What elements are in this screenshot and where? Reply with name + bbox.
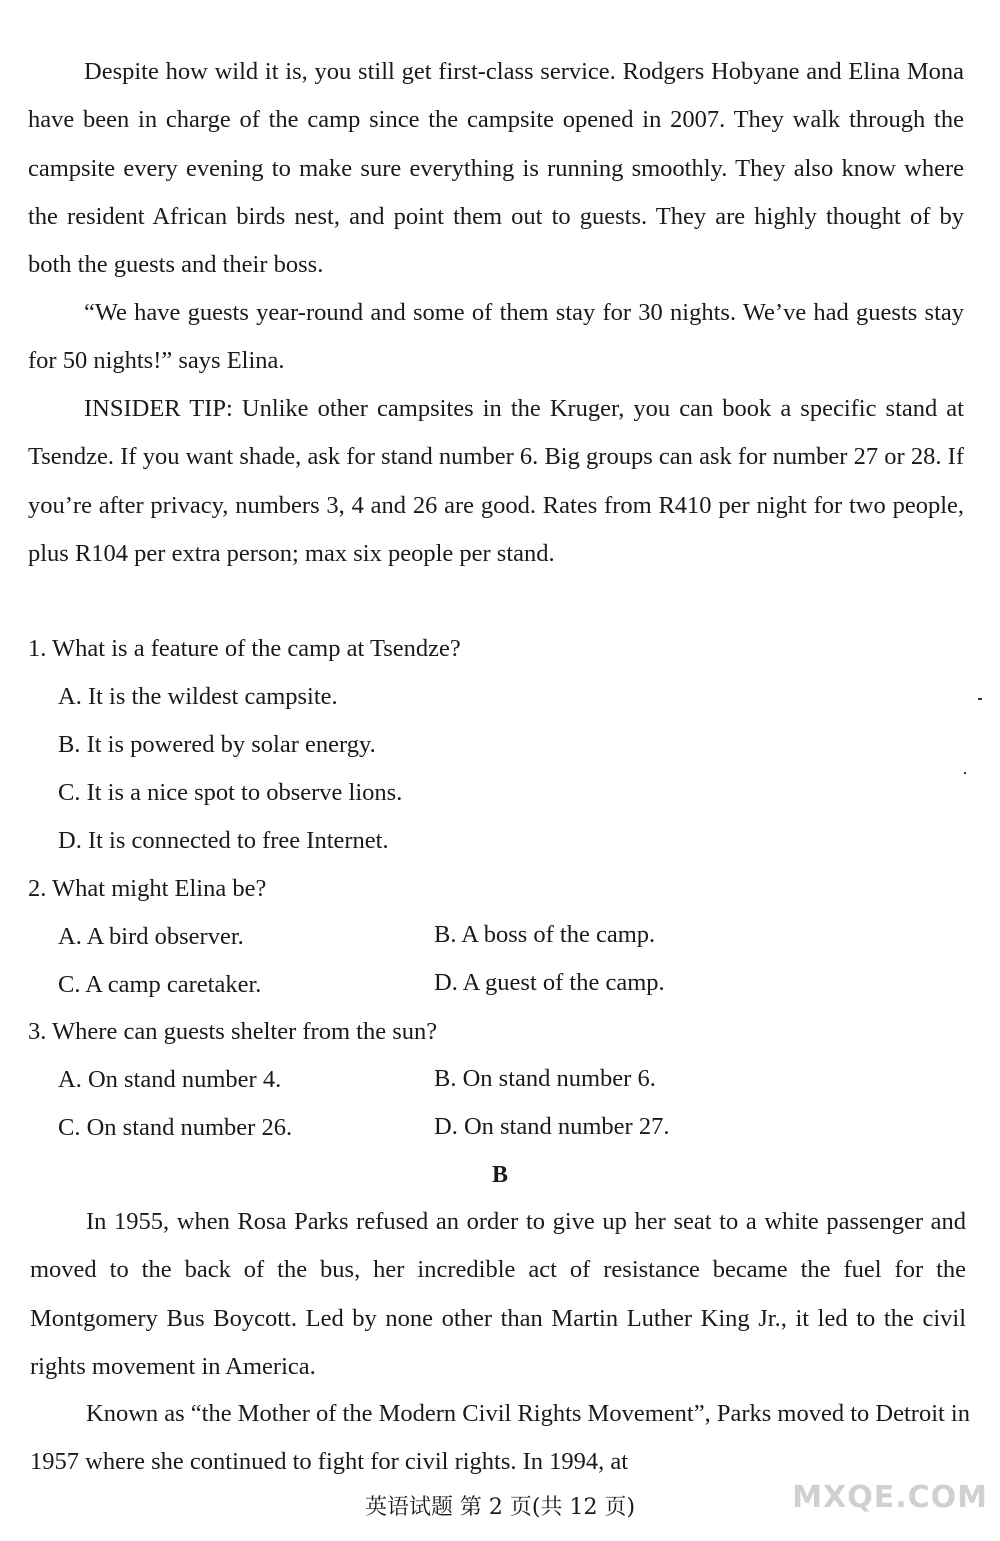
passage-a-paragraph-3: INSIDER TIP: Unlike other campsites in the Kruger, you can book a specific stand at Tsendze. If you want shade, ask for stand number 6. Big groups can ask for number 27 or 28. If you’re after privacy, numbers 3, 4 and 26 are good. Rates from R410 per night for two people, plus R104 per extra person; max six people per stand.: [28, 395, 964, 567]
scan-speck: [978, 698, 982, 700]
question-1-option-c: C. It is a nice spot to observe lions.: [58, 779, 403, 806]
question-1-option-b: B. It is powered by solar energy.: [58, 731, 376, 758]
question-2-option-a: A. A bird observer.: [58, 923, 244, 950]
question-3-option-d: D. On stand number 27.: [434, 1113, 670, 1140]
question-3-option-c: C. On stand number 26.: [58, 1114, 293, 1141]
question-2-option-b: B. A boss of the camp.: [434, 921, 656, 948]
question-1-stem: 1. What is a feature of the camp at Tsendze?: [28, 635, 461, 662]
passage-b-paragraph-1: In 1955, when Rosa Parks refused an order to give up her seat to a white passenger and moved to the back of the bus, her incredible act of resistance became the fuel for the Montgomery Bus Boycott. Led by none other than Martin Luther King Jr., it led to the civil rights movement in America.: [30, 1208, 966, 1380]
question-3-option-a: A. On stand number 4.: [58, 1066, 282, 1093]
question-3-option-b: B. On stand number 6.: [434, 1065, 656, 1092]
page-footer: 英语试题 第 2 页(共 12 页): [364, 1495, 636, 1520]
question-3-stem: 3. Where can guests shelter from the sun?: [28, 1018, 438, 1045]
passage-a-paragraph-2: “We have guests year-round and some of them stay for 30 nights. We’ve had guests stay for 50 nights!” says Elina.: [28, 299, 964, 375]
watermark-logo: MXQE.COM: [792, 1480, 988, 1515]
section-b-heading: B: [491, 1162, 508, 1188]
question-2-option-c: C. A camp caretaker.: [58, 971, 262, 998]
passage-a-paragraph-1: Despite how wild it is, you still get first-class service. Rodgers Hobyane and Elina Mona have been in charge of the camp since the campsite opened in 2007. They walk through the campsite every evening to make sure everything is running smoothly. They also know where the resident African birds nest, and point them out to guests. They are highly thought of by both the guests and their boss.: [28, 58, 964, 279]
question-1-option-a: A. It is the wildest campsite.: [58, 683, 338, 710]
scan-speck: [964, 772, 966, 774]
passage-b-paragraph-2: Known as “the Mother of the Modern Civil Rights Movement”, Parks moved to Detroit in 1957 where she continued to fight for civil rights. In 1994, at: [30, 1400, 970, 1476]
question-2-stem: 2. What might Elina be?: [28, 875, 267, 902]
question-1-option-d: D. It is connected to free Internet.: [58, 827, 389, 854]
question-2-option-d: D. A guest of the camp.: [434, 969, 665, 996]
